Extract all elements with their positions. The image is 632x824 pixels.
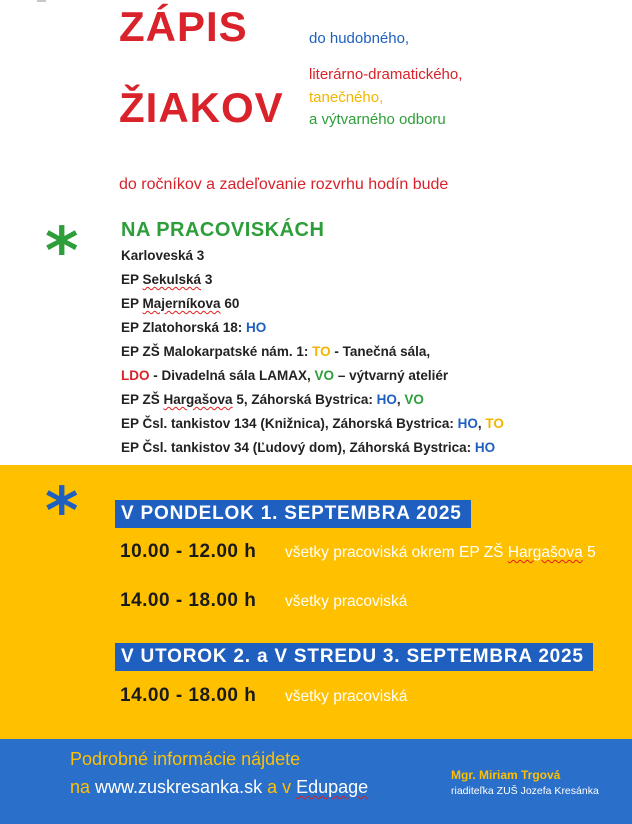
subtitle-dance: tanečného, (309, 89, 384, 106)
location-text: - Divadelná sála LAMAX, (149, 368, 315, 383)
where-text: všetky pracoviská okrem EP ZŠ (285, 544, 508, 561)
dept-tag-ho: HO (474, 440, 496, 455)
day2-slot1-where: všetky pracoviská (285, 688, 408, 705)
dept-tag-ldo: LDO (121, 368, 150, 383)
footer-info-line2 (70, 775, 368, 799)
location-malokarpatske (121, 344, 430, 360)
dept-tag-vo: VO (404, 392, 424, 407)
signature-name-text: Mgr. Miriam Trgová (451, 768, 561, 782)
dept-tag-ho: HO (376, 392, 397, 407)
day1-slot1-time: 10.00 - 12.00 h (120, 541, 257, 562)
day1-slot1-where (285, 544, 596, 562)
footer-text: na (70, 777, 96, 797)
location-majernikova (121, 296, 239, 312)
day2-slot1-time: 14.00 - 18.00 h (120, 685, 257, 706)
location-ludovy-dom (121, 440, 495, 456)
location-text: EP Zlatohorská 18: (121, 320, 247, 335)
signature-name (451, 768, 560, 782)
subtitle-literary: literárno-dramatického, (309, 66, 463, 83)
green-asterisk-icon: * (45, 215, 79, 289)
day1-slot2-where: všetky pracoviská (285, 593, 408, 610)
location-lamax (121, 368, 448, 384)
signature-role: riaditeľka ZUŠ Jozefa Kresánka (451, 785, 599, 797)
location-name: Majerníkova (142, 296, 221, 311)
location-name: Hargašova (163, 392, 233, 407)
blue-asterisk-icon: * (45, 475, 79, 549)
location-sekulska (121, 272, 212, 288)
location-text: EP Čsl. tankistov 34 (Ľudový dom), Záhorská Bystrica: (121, 440, 475, 455)
dept-tag-ho: HO (457, 416, 478, 431)
location-text: EP Čsl. tankistov 134 (Knižnica), Záhorská Bystrica: (121, 416, 458, 431)
location-prefix: EP (121, 296, 143, 311)
where-suffix: 5 (582, 544, 596, 561)
edupage-link[interactable]: Edupage (296, 777, 369, 797)
separator: , (396, 392, 405, 407)
intro-text: do ročníkov a zadeľovanie rozvrhu hodín bude (119, 176, 449, 193)
dept-tag-to: TO (485, 416, 504, 431)
where-name: Hargašova (507, 544, 583, 561)
location-suffix: 60 (220, 296, 240, 311)
location-zlatohorska (121, 320, 266, 336)
dept-tag-to: TO (312, 344, 331, 359)
location-suffix: 3 (201, 272, 213, 287)
location-karloveska (121, 248, 204, 264)
location-text: EP ZŠ Malokarpatské nám. 1: (121, 344, 313, 359)
locations-heading: NA PRACOVISKÁCH (121, 219, 325, 241)
location-prefix: EP (121, 272, 143, 287)
website-link[interactable]: www.zuskresanka.sk (95, 777, 263, 797)
location-prefix: EP ZŠ (121, 392, 164, 407)
location-rest: – výtvarný ateliér (334, 368, 449, 383)
day2-heading: V UTOROK 2. a V STREDU 3. SEPTEMBRA 2025 (115, 643, 593, 671)
location-text: 5, Záhorská Bystrica: (232, 392, 377, 407)
dept-tag-ho: HO (246, 320, 267, 335)
location-rest: - Tanečná sála, (330, 344, 431, 359)
top-mark (37, 0, 46, 2)
title-zapis: ZÁPIS (119, 3, 248, 50)
location-hargasova (121, 392, 424, 408)
day1-heading: V PONDELOK 1. SEPTEMBRA 2025 (115, 500, 471, 528)
subtitle-art: a výtvarného odboru (309, 111, 446, 128)
title-ziakov: ŽIAKOV (119, 84, 284, 131)
separator: , (477, 416, 486, 431)
location-kniznica (121, 416, 504, 432)
day1-slot2-time: 14.00 - 18.00 h (120, 590, 257, 611)
location-name: Sekulská (142, 272, 202, 287)
dept-tag-vo: VO (314, 368, 335, 383)
subtitle-music: do hudobného, (309, 30, 410, 47)
footer-info-line1: Podrobné informácie nájdete (70, 749, 301, 769)
footer-text: a v (262, 777, 297, 797)
location-text: Karloveská 3 (121, 248, 205, 263)
